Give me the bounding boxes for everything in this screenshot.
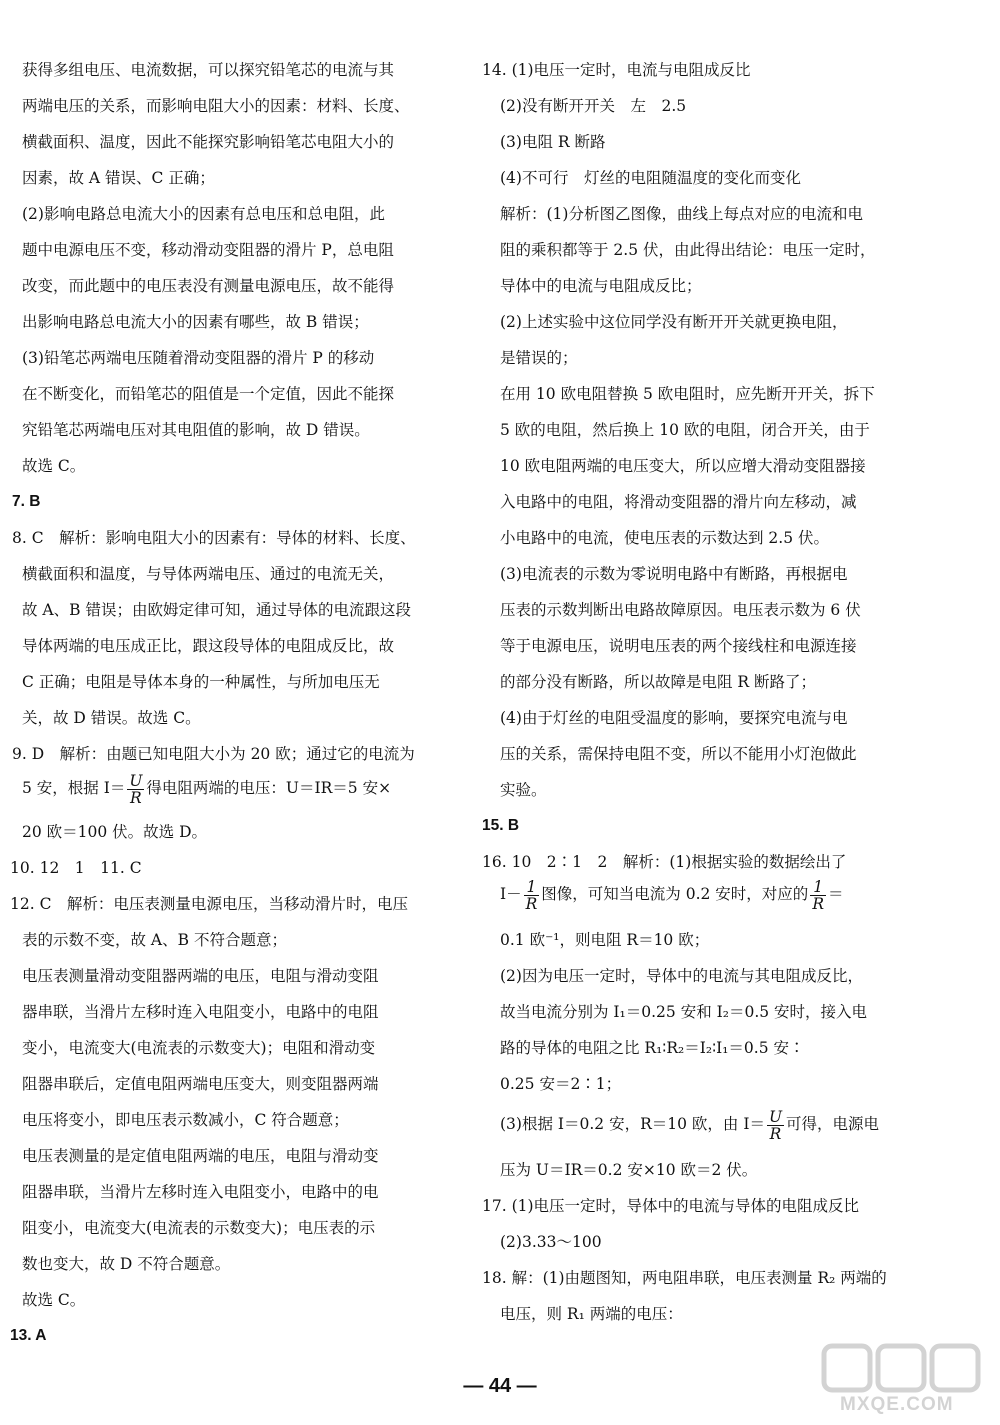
text-line: 出影响电路总电流大小的因素有哪些，故 B 错误；	[22, 313, 369, 331]
text-line: 题中电源电压不变，移动滑动变阻器的滑片 P，总电阻	[22, 241, 394, 259]
text-line: 10 欧电阻两端的电压变大，所以应增大滑动变阻器接	[500, 457, 866, 475]
text-line: (4)由于灯丝的电阻受温度的影响，要探究电流与电	[500, 709, 848, 727]
text-line: 压的关系，需保持电阻不变，所以不能用小灯泡做此	[500, 745, 857, 763]
text-line: (3)电阻 R 断路	[500, 133, 606, 151]
watermark-icon	[818, 1340, 988, 1396]
text-line: 5 欧的电阻，然后换上 10 欧的电阻，闭合开关，由于	[500, 421, 870, 439]
text-line: 在不断变化，而铅笔芯的阻值是一个定值，因此不能探	[22, 385, 395, 403]
formula-line	[500, 1106, 879, 1142]
text-line: 横截面积和温度，与导体两端电压、通过的电流无关，	[22, 565, 395, 583]
text-line: 究铅笔芯两端电压对其电阻值的影响，故 D 错误。	[22, 421, 370, 439]
text-line: 变小，电流变大(电流表的示数变大)；电阻和滑动变	[22, 1039, 376, 1057]
text-line: 故选 C。	[22, 457, 86, 475]
answer-line: 13. A	[10, 1327, 47, 1344]
answer-line: 9. D 解析：由题已知电阻大小为 20 欧；通过它的电流为	[12, 745, 415, 763]
answer-line: 15. B	[482, 817, 520, 834]
fraction: $\frac{U}{R}$	[768, 1107, 783, 1143]
text-line: 改变，而此题中的电压表没有测量电源电压，故不能得	[22, 277, 395, 295]
formula-text: 可得，电源电	[786, 1115, 880, 1133]
fraction: $\frac{1}{R}$	[525, 877, 538, 913]
text-line: 实验。	[500, 781, 547, 799]
text-line: 关，故 D 错误。故选 C。	[22, 709, 201, 727]
text-line: 0.1 欧⁻¹，则电阻 R＝10 欧；	[500, 931, 710, 949]
text-line: 导体两端的电压成正比，跟这段导体的电阻成反比，故	[22, 637, 395, 655]
formula-line	[22, 770, 391, 806]
answer-line: 14. (1)电压一定时，电流与电阻成反比	[482, 61, 751, 79]
text-line: 20 欧＝100 伏。故选 D。	[22, 823, 208, 841]
formula-line	[500, 876, 844, 912]
text-line: 电压表测量的是定值电阻两端的电压，电阻与滑动变	[22, 1147, 379, 1165]
text-line: 电压表测量滑动变阻器两端的电压，电阻与滑动变阻	[22, 967, 379, 985]
answer-line: 12. C 解析：电压表测量电源电压，当移动滑片时，电压	[10, 895, 408, 913]
text-line: 导体中的电流与电阻成反比；	[500, 277, 702, 295]
formula-text: I－	[500, 885, 522, 903]
text-line: (2)上述实验中这位同学没有断开开关就更换电阻，	[500, 313, 848, 331]
text-line: (2)没有断开开关 左 2.5	[500, 97, 687, 115]
text-line: 电压，则 R₁ 两端的电压：	[500, 1305, 683, 1323]
watermark-logo	[818, 1340, 988, 1420]
answer-line: 18. 解：(1)由题图知，两电阻串联，电压表测量 R₂ 两端的	[482, 1269, 887, 1287]
text-line: 电压将变小，即电压表示数减小，C 符合题意；	[22, 1111, 349, 1129]
text-line: 阻器串联后，定值电阻两端电压变大，则变阻器两端	[22, 1075, 379, 1093]
answer-line: 8. C 解析：影响电阻大小的因素有：导体的材料、长度、	[12, 529, 416, 547]
text-line: 两端电压的关系，而影响电阻大小的因素：材料、长度、	[22, 97, 410, 115]
text-line: 是错误的；	[500, 349, 578, 367]
formula-text: ＝	[827, 885, 844, 903]
text-line: 故当电流分别为 I₁＝0.25 安和 I₂＝0.5 安时，接入电	[500, 1003, 868, 1021]
text-line: 阻器串联，当滑片左移时连入电阻变小，电路中的电	[22, 1183, 379, 1201]
text-line: 路的导体的电阻之比 R₁∶R₂＝I₂∶I₁＝0.5 安∶	[500, 1039, 805, 1057]
text-line: 器串联，当滑片左移时连入电阻变小，电路中的电阻	[22, 1003, 379, 1021]
text-line: 小电路中的电流，使电压表的示数达到 2.5 伏。	[500, 529, 830, 547]
answer-line: 10. 12 1 11. C	[10, 859, 142, 877]
text-line: (3)电流表的示数为零说明电路中有断路，再根据电	[500, 565, 848, 583]
text-line: 等于电源电压，说明电压表的两个接线柱和电源连接	[500, 637, 857, 655]
text-line: C 正确；电阻是导体本身的一种属性，与所加电压无	[22, 673, 380, 691]
formula-text: 得电阻两端的电压：U＝IR＝5 安×	[146, 779, 392, 797]
fraction: $\frac{1}{R}$	[812, 877, 824, 913]
watermark-text: MXQE.COM	[840, 1394, 954, 1415]
text-line: 压表的示数判断出电路故障原因。电压表示数为 6 伏	[500, 601, 861, 619]
formula-text: 5 安，根据 I＝	[22, 779, 126, 797]
text-line: 0.25 安＝2∶1；	[500, 1075, 622, 1093]
text-line: 获得多组电压、电流数据，可以探究铅笔芯的电流与其	[22, 61, 395, 79]
text-line: 阻变小，电流变大(电流表的示数变大)；电压表的示	[22, 1219, 376, 1237]
text-line: 横截面积、温度，因此不能探究影响铅笔芯电阻大小的	[22, 133, 395, 151]
text-line: 压为 U＝IR＝0.2 安×10 欧＝2 伏。	[500, 1161, 758, 1179]
text-line: 入电路中的电阻，将滑动变阻器的滑片向左移动，减	[500, 493, 857, 511]
text-line: 故 A、B 错误；由欧姆定律可知，通过导体的电流跟这段	[22, 601, 411, 619]
text-line: (2)3.33～100	[500, 1233, 602, 1251]
text-line: (3)铅笔芯两端电压随着滑动变阻器的滑片 P 的移动	[22, 349, 375, 367]
text-line: 在用 10 欧电阻替换 5 欧电阻时，应先断开开关，拆下	[500, 385, 875, 403]
formula-text: (3)根据 I＝0.2 安，R＝10 欧，由 I＝	[500, 1115, 765, 1133]
text-line: (2)因为电压一定时，导体中的电流与其电阻成反比，	[500, 967, 863, 985]
page-number: — 44 —	[463, 1375, 537, 1397]
text-line: (4)不可行 灯丝的电阻随温度的变化而变化	[500, 169, 801, 187]
formula-text: 图像，可知当电流为 0.2 安时，对应的	[541, 885, 809, 903]
text-line: 表的示数不变，故 A、B 不符合题意；	[22, 931, 287, 949]
text-line: 数也变大，故 D 不符合题意。	[22, 1255, 231, 1273]
answer-line: 16. 10 2∶1 2 解析：(1)根据实验的数据绘出了	[482, 853, 847, 871]
text-line: 的部分没有断路，所以故障是电阻 R 断路了；	[500, 673, 817, 691]
text-line: 解析：(1)分析图乙图像，曲线上每点对应的电流和电	[500, 205, 863, 223]
text-line: 故选 C。	[22, 1291, 86, 1309]
answer-line: 7. B	[12, 493, 41, 510]
fraction: $\frac{U}{R}$	[129, 771, 143, 807]
answer-line: 17. (1)电压一定时，导体中的电流与导体的电阻成反比	[482, 1197, 860, 1215]
text-line: (2)影响电路总电流大小的因素有总电压和总电阻，此	[22, 205, 385, 223]
text-line: 阻的乘积都等于 2.5 伏，由此得出结论：电压一定时，	[500, 241, 876, 259]
text-line: 因素，故 A 错误、C 正确；	[22, 169, 215, 187]
